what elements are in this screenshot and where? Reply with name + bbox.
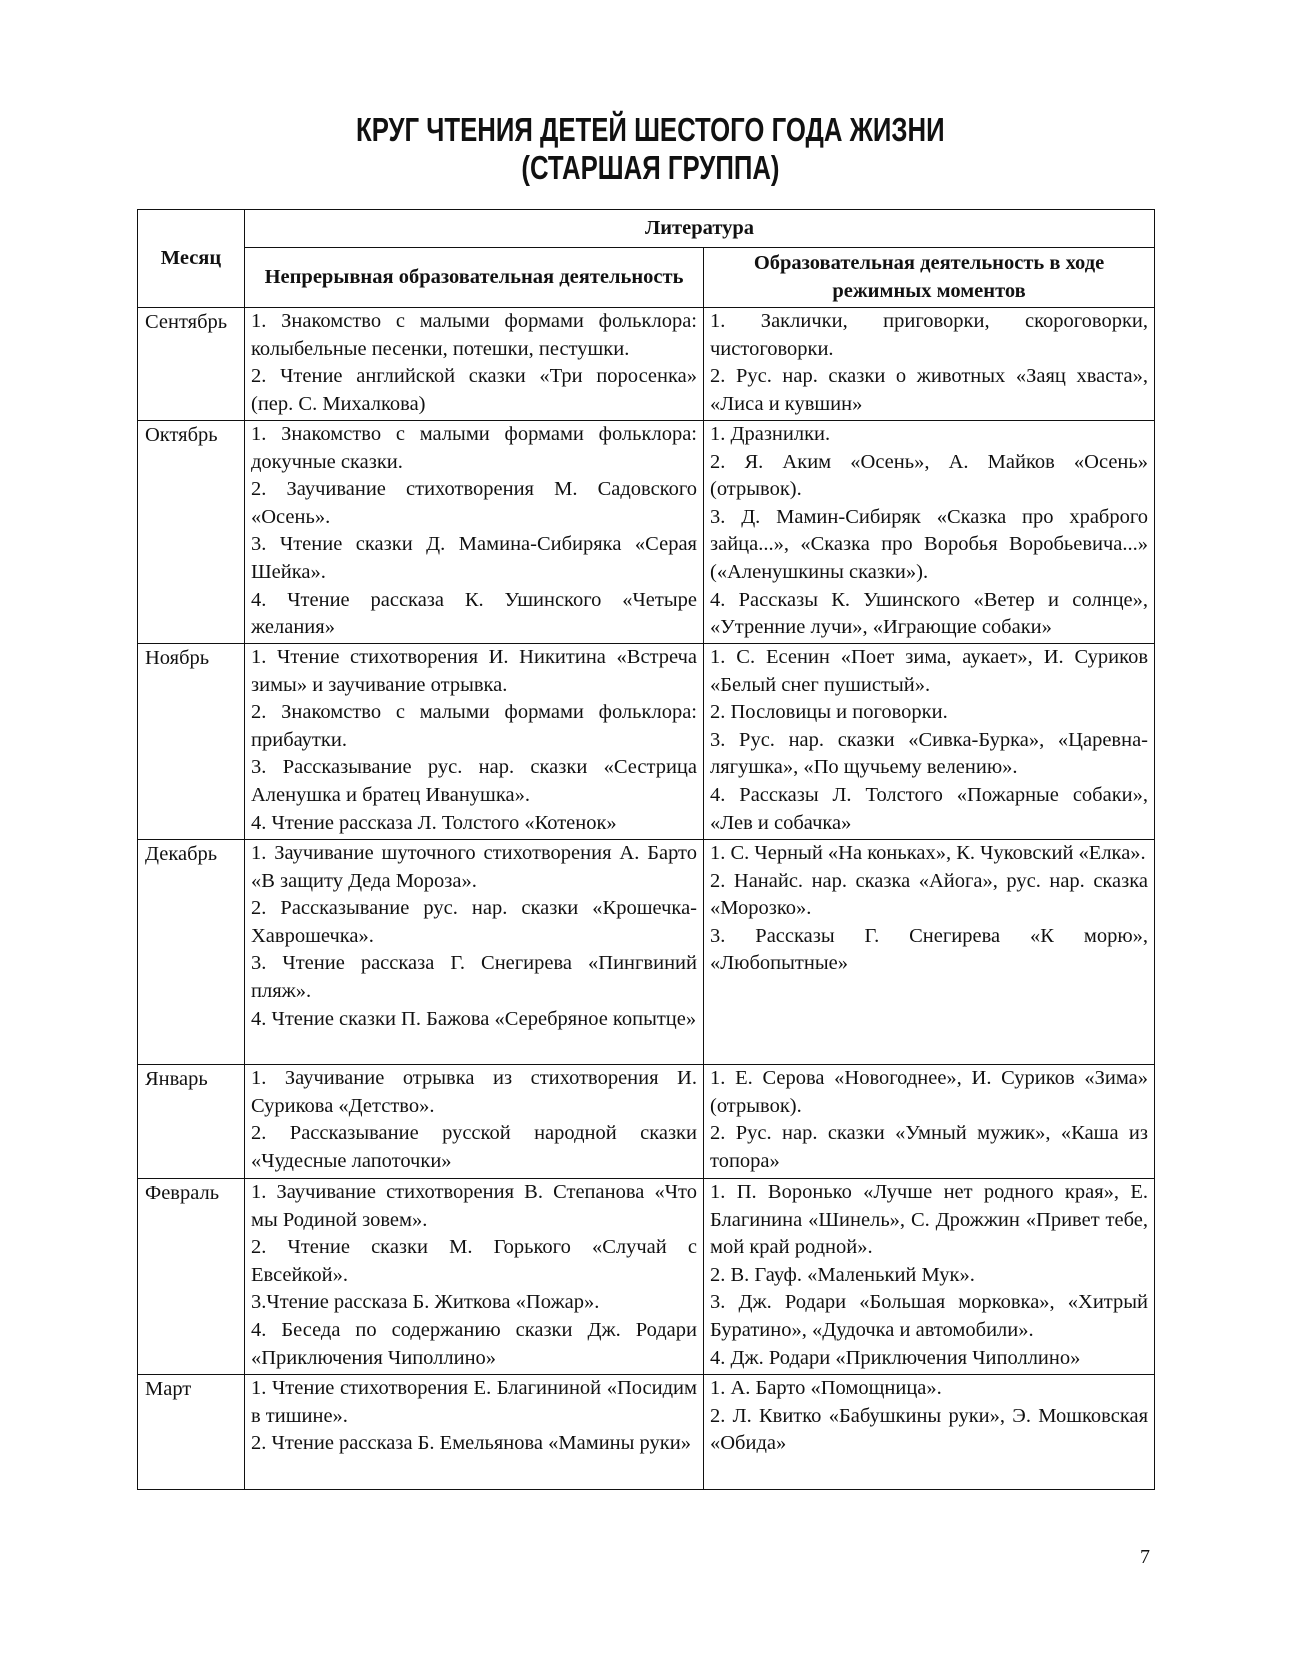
month-cell: Октябрь	[138, 421, 245, 644]
month-cell: Декабрь	[138, 840, 245, 1065]
table-row	[138, 1065, 1155, 1179]
list-item: 1. Знакомство с малыми формами фольклора: докучные сказки.	[251, 423, 697, 473]
month-cell: Февраль	[138, 1179, 245, 1375]
list-item: 3. Чтение рассказа Г. Снегирева «Пингвиний пляж».	[251, 952, 697, 1002]
list-item: 4. Рассказы Л. Толстого «Пожарные собаки», «Лев и собачка»	[710, 783, 1149, 834]
continuous-activity-cell	[245, 1065, 704, 1179]
list-item: 1. П. Воронько «Лучше нет родного края», Е. Благинина «Шинель», С. Дрожжин «Привет тебе, мой край родной».	[710, 1181, 1149, 1259]
routine-activity-cell	[704, 421, 1155, 644]
list-item: 1. Е. Серова «Новогоднее», И. Суриков «Зима» (отрывок).	[710, 1067, 1149, 1117]
list-item: 2. Нанайс. нар. сказка «Айога», рус. нар. сказка «Морозко».	[710, 869, 1149, 920]
reading-table	[137, 209, 1155, 1490]
page-title	[0, 111, 1300, 149]
continuous-activity-cell	[245, 1375, 704, 1490]
table-row	[138, 1375, 1155, 1490]
list-item: 3. Дж. Родари «Большая морковка», «Хитрый Буратино», «Дудочка и автомобили».	[710, 1291, 1149, 1341]
month-cell: Ноябрь	[138, 644, 245, 840]
list-item: 2. В. Гауф. «Маленький Мук».	[710, 1263, 975, 1286]
title-line-2: (СТАРШАЯ ГРУППА)	[520, 149, 780, 186]
title-line-1: КРУГ ЧТЕНИЯ ДЕТЕЙ ШЕСТОГО ГОДА ЖИЗНИ	[355, 111, 945, 148]
header-routine-activity: Образовательная деятельность в ходе режимных моментов	[704, 248, 1155, 308]
list-item: 1. Заучивание шуточного стихотворения А. Барто «В защиту Деда Мороза».	[251, 842, 697, 892]
table-body	[138, 308, 1155, 1490]
table-row	[138, 1179, 1155, 1375]
list-item: 2. Рус. нар. сказки «Умный мужик», «Каша из топора»	[710, 1122, 1149, 1172]
continuous-activity-cell	[245, 644, 704, 840]
continuous-activity-cell	[245, 308, 704, 421]
month-cell: Сентябрь	[138, 308, 245, 421]
list-item: 3. Рассказывание рус. нар. сказки «Сестрица Аленушка и братец Иванушка».	[251, 756, 697, 806]
list-item: 3. Чтение сказки Д. Мамина-Сибиряка «Серая Шейка».	[251, 533, 697, 583]
list-item: 4. Рассказы К. Ушинского «Ветер и солнце», «Утренние лучи», «Играющие собаки»	[710, 588, 1149, 639]
table-row	[138, 308, 1155, 421]
list-item: 4. Беседа по содержанию сказки Дж. Родари «Приключения Чиполлино»	[251, 1318, 697, 1369]
month-cell: Март	[138, 1375, 245, 1490]
list-item: 2. Чтение сказки М. Горького «Случай с Евсейкой».	[251, 1236, 697, 1286]
list-item: 2. Л. Квитко «Бабушкины руки», Э. Мошковская «Обида»	[710, 1404, 1149, 1455]
routine-activity-cell	[704, 1375, 1155, 1490]
routine-activity-cell	[704, 1065, 1155, 1179]
table-row	[138, 421, 1155, 644]
list-item: 4. Чтение сказки П. Бажова «Серебряное копытце»	[251, 1007, 697, 1030]
list-item: 3.Чтение рассказа Б. Житкова «Пожар».	[251, 1291, 600, 1314]
routine-activity-cell	[704, 644, 1155, 840]
list-item: 1. Чтение стихотворения Е. Благининой «Посидим в тишине».	[251, 1377, 697, 1427]
list-item: 1. Чтение стихотворения И. Никитина «Встреча зимы» и заучивание отрывка.	[251, 646, 697, 696]
list-item: 2. Рассказывание русской народной сказки «Чудесные лапоточки»	[251, 1122, 697, 1172]
list-item: 1. Заклички, приговорки, скороговорки, чистоговорки.	[710, 310, 1149, 360]
continuous-activity-cell	[245, 840, 704, 1065]
page-number: 7	[1140, 1546, 1150, 1568]
routine-activity-cell	[704, 308, 1155, 421]
routine-activity-cell	[704, 1179, 1155, 1375]
continuous-activity-cell	[245, 1179, 704, 1375]
list-item: 2. Рассказывание рус. нар. сказки «Крошечка-Хаврошечка».	[251, 897, 697, 947]
list-item: 1. Заучивание отрывка из стихотворения И. Сурикова «Детство».	[251, 1067, 697, 1117]
list-item: 4. Чтение рассказа К. Ушинского «Четыре желания»	[251, 588, 697, 639]
list-item: 2. Чтение рассказа Б. Емельянова «Мамины руки»	[251, 1432, 691, 1455]
list-item: 2. Знакомство с малыми формами фольклора: прибаутки.	[251, 701, 697, 751]
list-item: 1. С. Черный «На коньках», К. Чуковский «Елка».	[710, 842, 1146, 864]
list-item: 4. Дж. Родари «Приключения Чиполлино»	[710, 1346, 1081, 1369]
table-row	[138, 840, 1155, 1065]
list-item: 2. Я. Аким «Осень», А. Майков «Осень» (отрывок).	[710, 450, 1149, 501]
routine-activity-cell	[704, 840, 1155, 1065]
list-item: 2. Чтение английской сказки «Три поросенка» (пер. С. Михалкова)	[251, 365, 697, 415]
list-item: 3. Д. Мамин-Сибиряк «Сказка про храброго зайца...», «Сказка про Воробья Воробьевича...» («Аленушкины сказки»).	[710, 505, 1149, 583]
list-item: 1. Знакомство с малыми формами фольклора: колыбельные песенки, потешки, пестушки.	[251, 310, 697, 360]
header-literature: Литература	[245, 210, 1155, 248]
list-item: 2. Рус. нар. сказки о животных «Заяц хваста», «Лиса и кувшин»	[710, 365, 1149, 415]
continuous-activity-cell	[245, 421, 704, 644]
list-item: 3. Рус. нар. сказки «Сивка-Бурка», «Царевна-лягушка», «По щучьему велению».	[710, 728, 1149, 779]
table-row	[138, 644, 1155, 840]
list-item: 2. Заучивание стихотворения М. Садовского «Осень».	[251, 478, 697, 528]
header-continuous-activity: Непрерывная образовательная деятельность	[245, 248, 704, 308]
page-subtitle	[0, 149, 1300, 187]
month-cell: Январь	[138, 1065, 245, 1179]
list-item: 2. Пословицы и поговорки.	[710, 701, 948, 724]
list-item: 1. А. Барто «Помощница».	[710, 1377, 942, 1399]
header-month: Месяц	[138, 210, 245, 308]
list-item: 1. Заучивание стихотворения В. Степанова «Что мы Родиной зовем».	[251, 1181, 697, 1231]
list-item: 4. Чтение рассказа Л. Толстого «Котенок»	[251, 811, 617, 834]
list-item: 1. С. Есенин «Поет зима, аукает», И. Суриков «Белый снег пушистый».	[710, 646, 1149, 696]
list-item: 3. Рассказы Г. Снегирева «К морю», «Любопытные»	[710, 924, 1149, 975]
list-item: 1. Дразнилки.	[710, 423, 831, 445]
